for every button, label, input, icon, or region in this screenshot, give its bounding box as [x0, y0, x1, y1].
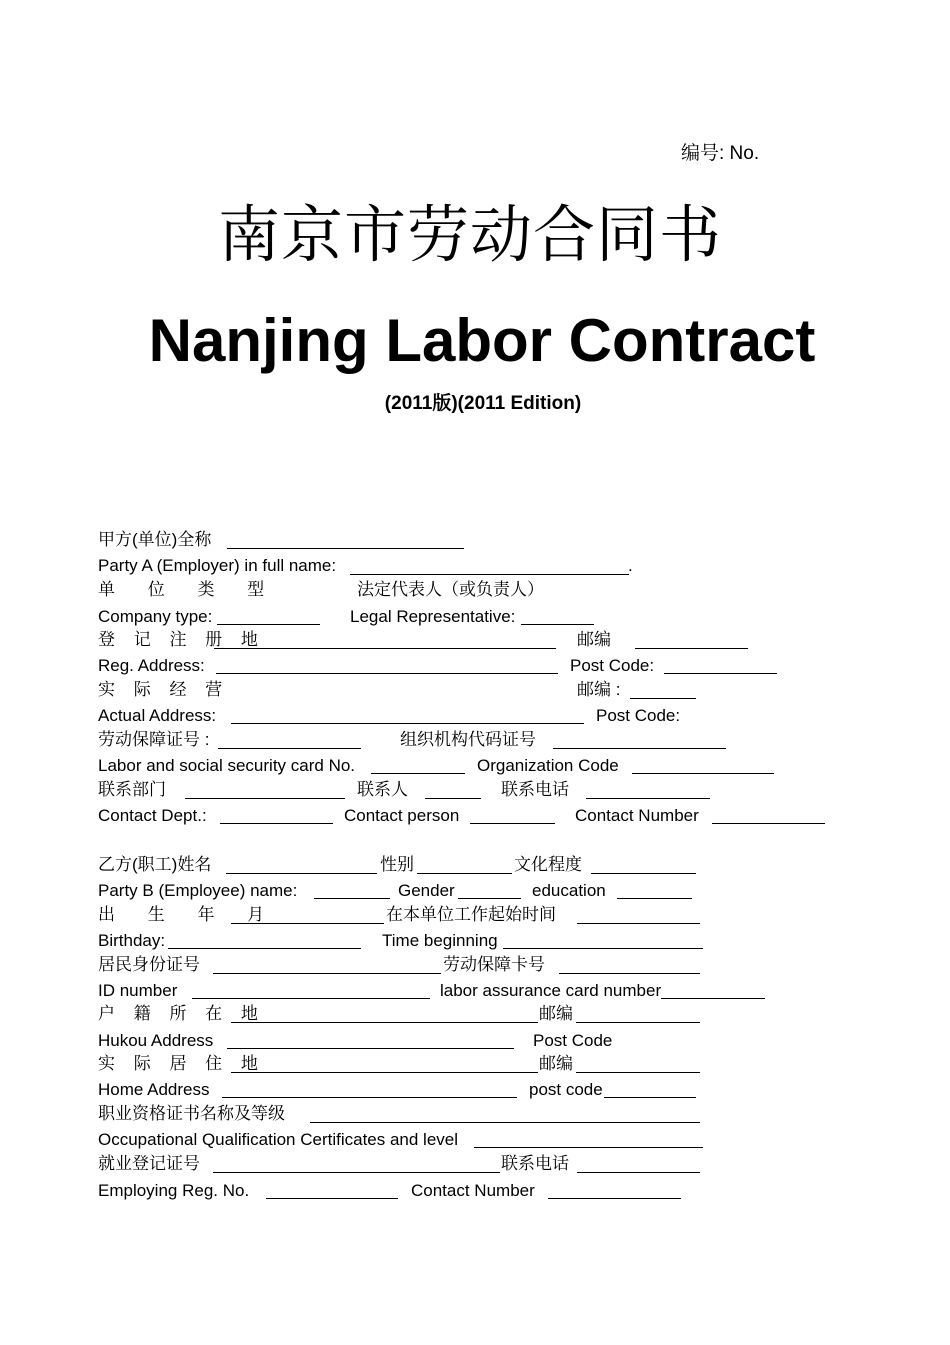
hukou-post-code-en-label: Post Code [533, 1031, 613, 1050]
education-cn-label: 文化程度 [514, 855, 582, 874]
contact-person-en-label: Contact person [344, 806, 460, 825]
post-code-en-label-2: Post Code: [596, 706, 681, 725]
company-type-cn-label: 单 位 类 型 [98, 580, 279, 599]
hukou-post-code-cn-label: 邮编 [539, 1004, 573, 1023]
start-time-cn-label: 在本单位工作起始时间 [386, 905, 556, 924]
home-address-en-field[interactable] [222, 1097, 517, 1098]
post-code-en-field-1[interactable] [664, 673, 777, 674]
org-code-en-field[interactable] [632, 773, 774, 774]
assurance-card-en-field[interactable] [661, 998, 765, 999]
contact-person-cn-field[interactable] [425, 798, 481, 799]
labor-card-en-label: Labor and social security card No. [98, 756, 356, 775]
post-code-cn-label-2: 邮编 : [577, 680, 621, 699]
hukou-en-label: Hukou Address [98, 1031, 214, 1050]
party-a-name-cn-label: 甲方(单位)全称 [98, 530, 212, 549]
id-cn-label: 居民身份证号 [98, 955, 200, 974]
hukou-en-field[interactable] [227, 1048, 514, 1049]
party-b-name-en-field[interactable] [314, 898, 390, 899]
id-en-field[interactable] [192, 998, 430, 999]
hukou-post-code-cn-field[interactable] [576, 1022, 700, 1023]
qualification-cn-label: 职业资格证书名称及等级 [98, 1104, 285, 1123]
reg-address-en-field[interactable] [216, 673, 558, 674]
assurance-card-cn-label: 劳动保障卡号 [443, 955, 545, 974]
party-a-name-en-label: Party A (Employer) in full name: [98, 556, 337, 575]
reg-address-cn-label: 登 记 注 册 地 [98, 630, 265, 649]
home-address-cn-label: 实 际 居 住 地 [98, 1054, 265, 1073]
legal-rep-field[interactable] [521, 624, 594, 625]
employ-reg-cn-label: 就业登记证号 [98, 1154, 200, 1173]
party-b-contact-number-cn-field[interactable] [577, 1172, 700, 1173]
org-code-en-label: Organization Code [477, 756, 619, 775]
contact-number-en-field[interactable] [712, 823, 825, 824]
qualification-cn-field[interactable] [310, 1122, 700, 1123]
title-chinese: 南京市劳动合同书 [218, 198, 723, 271]
home-post-code-en-field[interactable] [604, 1097, 696, 1098]
home-address-en-label: Home Address [98, 1080, 210, 1099]
org-code-cn-label: 组织机构代码证号 [400, 730, 536, 749]
actual-address-en-field[interactable] [231, 723, 584, 724]
contact-dept-cn-label: 联系部门 [98, 780, 166, 799]
qualification-en-field[interactable] [474, 1147, 703, 1148]
party-b-name-cn-label: 乙方(职工)姓名 [98, 855, 212, 874]
contact-person-en-field[interactable] [470, 823, 555, 824]
labor-card-cn-label: 劳动保障证号 : [98, 730, 210, 749]
labor-card-cn-field[interactable] [218, 748, 361, 749]
post-code-en-label-1: Post Code: [570, 656, 655, 675]
assurance-card-cn-field[interactable] [559, 973, 700, 974]
legal-rep-cn-label: 法定代表人（或负责人） [357, 580, 544, 599]
employ-reg-cn-field[interactable] [213, 1172, 500, 1173]
post-code-cn-field-2[interactable] [630, 698, 696, 699]
home-post-code-en-label: post code [529, 1080, 603, 1099]
contact-dept-en-field[interactable] [220, 823, 333, 824]
start-time-en-field[interactable] [503, 948, 703, 949]
company-type-en-label: Company type: [98, 607, 213, 626]
contact-number-en-label: Contact Number [575, 806, 699, 825]
contact-dept-cn-field[interactable] [185, 798, 345, 799]
employ-reg-en-field[interactable] [266, 1198, 398, 1199]
id-cn-field[interactable] [213, 973, 441, 974]
hukou-cn-field[interactable] [231, 1022, 538, 1023]
gender-cn-field[interactable] [417, 873, 512, 874]
home-post-code-cn-label: 邮编 [539, 1054, 573, 1073]
birthday-en-field[interactable] [168, 948, 361, 949]
legal-rep-en-label: Legal Representative: [350, 607, 516, 626]
birthday-en-label: Birthday: [98, 931, 166, 950]
post-code-cn-field-1[interactable] [635, 648, 748, 649]
party-a-name-end: . [628, 556, 633, 575]
party-b-name-cn-field[interactable] [226, 873, 377, 874]
start-time-en-label: Time beginning [382, 931, 498, 950]
party-b-contact-number-en-field[interactable] [548, 1198, 681, 1199]
org-code-cn-field[interactable] [553, 748, 726, 749]
employ-reg-en-label: Employing Reg. No. [98, 1181, 250, 1200]
edition-label: (2011版)(2011 Edition) [384, 393, 582, 414]
gender-en-label: Gender [398, 881, 455, 900]
reg-address-en-label: Reg. Address: [98, 656, 205, 675]
home-post-code-cn-field[interactable] [576, 1072, 700, 1073]
education-en-field[interactable] [617, 898, 692, 899]
contact-number-cn-field[interactable] [586, 798, 710, 799]
hukou-cn-label: 户 籍 所 在 地 [98, 1004, 265, 1023]
id-en-label: ID number [98, 981, 178, 1000]
gender-en-field[interactable] [458, 898, 521, 899]
education-cn-field[interactable] [591, 873, 696, 874]
gender-cn-label: 性别 [380, 855, 414, 874]
actual-address-en-label: Actual Address: [98, 706, 217, 725]
post-code-cn-label-1: 邮编 [577, 630, 611, 649]
party-b-contact-number-en-label: Contact Number [411, 1181, 535, 1200]
birthday-cn-label: 出 生 年 月 [98, 905, 279, 924]
document-number-label: 编号: No. [681, 143, 760, 164]
labor-card-en-field[interactable] [371, 773, 465, 774]
party-b-contact-number-cn-label: 联系电话 [501, 1154, 569, 1173]
birthday-cn-field[interactable] [231, 923, 384, 924]
qualification-en-label: Occupational Qualification Certificates and level [98, 1130, 459, 1149]
education-en-label: education [532, 881, 606, 900]
home-address-cn-field[interactable] [231, 1072, 538, 1073]
title-english: Nanjing Labor Contract [148, 307, 816, 374]
contact-dept-en-label: Contact Dept.: [98, 806, 207, 825]
party-a-name-en-field[interactable] [350, 574, 629, 575]
start-time-cn-field[interactable] [577, 923, 700, 924]
party-b-name-en-label: Party B (Employee) name: [98, 881, 298, 900]
reg-address-cn-field[interactable] [214, 648, 556, 649]
company-type-field[interactable] [217, 624, 320, 625]
party-a-name-cn-field[interactable] [227, 548, 464, 549]
actual-address-cn-label: 实 际 经 营 [98, 680, 230, 699]
assurance-card-en-label: labor assurance card number [440, 981, 662, 1000]
contact-person-cn-label: 联系人 [357, 780, 408, 799]
contact-number-cn-label: 联系电话 [501, 780, 569, 799]
